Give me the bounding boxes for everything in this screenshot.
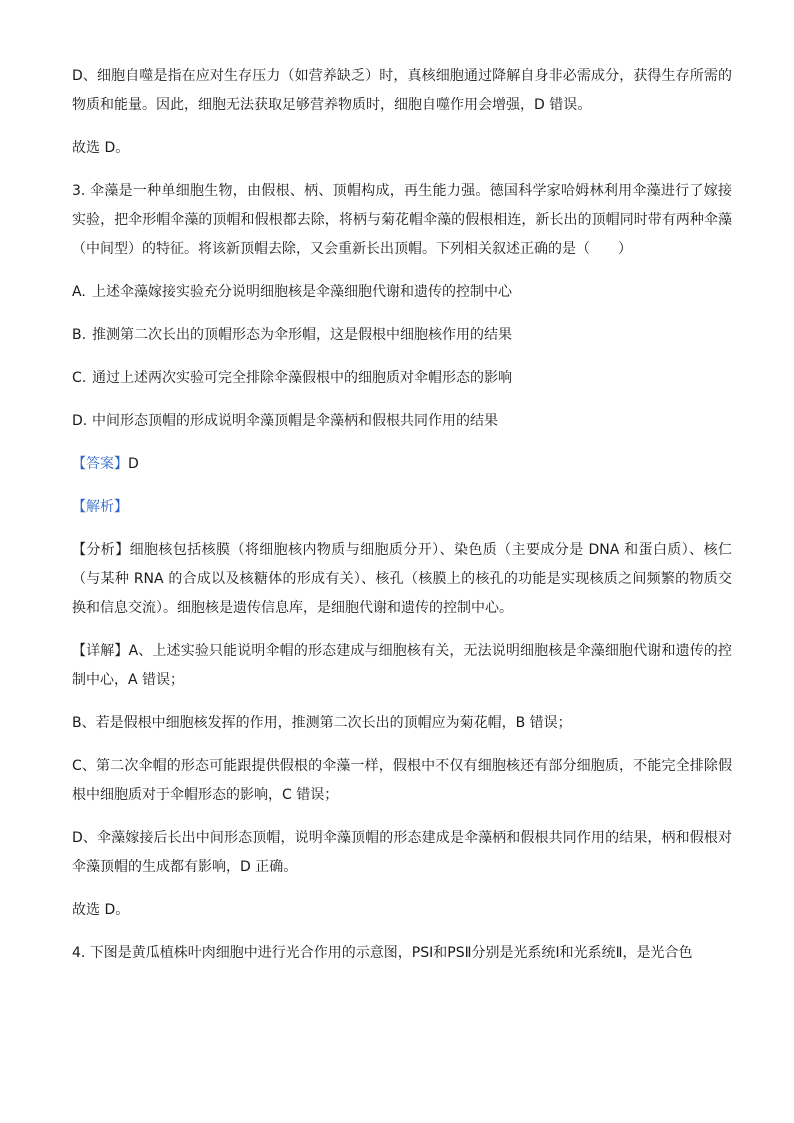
analysis-tag: 【解析】 <box>72 499 128 515</box>
document-page <box>72 62 732 982</box>
answer-line <box>72 450 732 479</box>
option-letter: B. <box>72 327 87 343</box>
question-3-option-d <box>72 407 732 436</box>
question-3-option-b <box>72 321 732 350</box>
option-letter: D. <box>72 413 88 429</box>
xiangjie-b-paragraph: B、若是假根中细胞核发挥的作用，推测第二次长出的顶帽应为菊花帽，B 错误； <box>72 715 572 731</box>
question-3-stem: 3. 伞藻是一种单细胞生物，由假根、柄、顶帽构成，再生能力强。德国科学家哈姆林利用伞藻进行了嫁接实验，把伞形帽伞藻的顶帽和假根都去除，将柄与菊花帽伞藻的假根相连，新长出的顶帽同时带有两种伞藻（中间型）的特征。将该新顶帽去除，又会重新长出顶帽。下列相关叙述正确的是（ ） <box>72 183 732 257</box>
xiangjie-tag: 【详解】 <box>72 643 129 659</box>
answer-tag: 【答案】 <box>72 456 128 472</box>
xiangjie-c-paragraph: C、第二次伞帽的形态可能跟提供假根的伞藻一样，假根中不仅有细胞核还有部分细胞质，不能完全排除假根中细胞质对于伞帽形态的影响，C 错误； <box>72 758 732 803</box>
option-text: 通过上述两次实验可完全排除伞藻假根中的细胞质对伞帽形态的影响 <box>92 370 512 386</box>
question-4-stem: 4. 下图是黄瓜植株叶肉细胞中进行光合作用的示意图，PSⅠ和PSⅡ分别是光系统Ⅰ和光系统Ⅱ，是光合色 <box>72 945 693 961</box>
question-3-option-c <box>72 364 732 393</box>
fenxi-tag: 【分析】 <box>72 542 130 558</box>
option-letter: C. <box>72 370 87 386</box>
fenxi-text: 细胞核包括核膜（将细胞核内物质与细胞质分开）、染色质（主要成分是 DNA 和蛋白质）、核仁（与某种 RNA 的合成以及核糖体的形成有关）、核孔（核膜上的核孔的功能是实现核质之间频繁的物质交换和信息交流）。细胞核是遗传信息库，是细胞代谢和遗传的控制中心。 <box>72 542 732 616</box>
option-text: 中间形态顶帽的形成说明伞藻顶帽是伞藻柄和假根共同作用的结果 <box>92 413 498 429</box>
option-letter: A. <box>72 284 86 300</box>
xiangjie-a-text: A、上述实验只能说明伞帽的形态建成与细胞核有关，无法说明细胞核是伞藻细胞代谢和遗传的控制中心，A 错误； <box>72 643 733 688</box>
option-text: 推测第二次长出的顶帽形态为伞形帽，这是假根中细胞核作用的结果 <box>92 327 512 343</box>
prev-conclusion: 故选 D。 <box>72 140 130 156</box>
fenxi-paragraph <box>72 536 732 623</box>
question-3-conclusion: 故选 D。 <box>72 902 130 918</box>
prev-option-d-analysis: D、细胞自噬是指在应对生存压力（如营养缺乏）时，真核细胞通过降解自身非必需成分，获得生存所需的物质和能量。因此，细胞无法获取足够营养物质时，细胞自噬作用会增强，D 错误。 <box>72 68 732 113</box>
xiangjie-d-paragraph: D、伞藻嫁接后长出中间形态顶帽，说明伞藻顶帽的形态建成是伞藻柄和假根共同作用的结果，柄和假根对伞藻顶帽的生成都有影响，D 正确。 <box>72 830 732 875</box>
answer-value: D <box>128 456 139 472</box>
analysis-heading <box>72 493 732 522</box>
option-text: 上述伞藻嫁接实验充分说明细胞核是伞藻细胞代谢和遗传的控制中心 <box>92 284 512 300</box>
question-3-option-a <box>72 278 732 307</box>
xiangjie-a-paragraph <box>72 637 732 695</box>
